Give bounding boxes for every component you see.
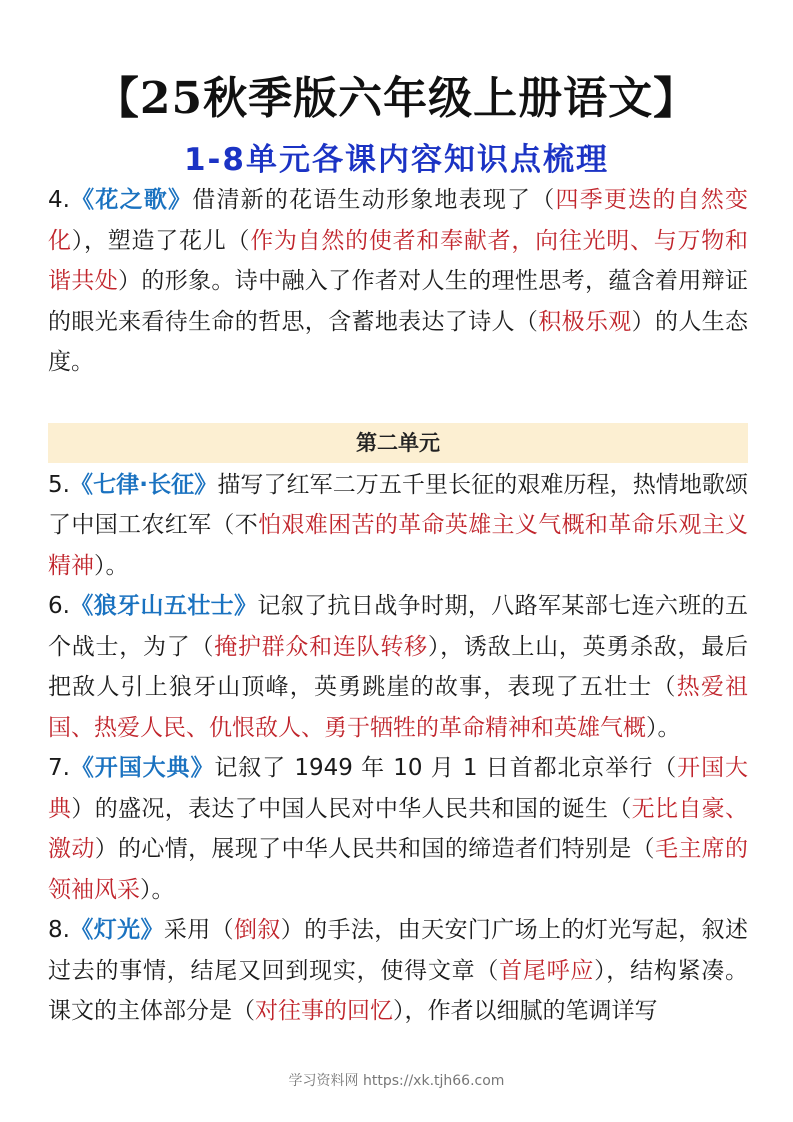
highlighted-answer: 热爱祖国、热爱人民、仇恨敌人、勇于牺牲的革命精神和英雄气概 xyxy=(48,674,749,741)
body-text: 借清新的花语生动形象地表现了（ xyxy=(192,187,556,213)
lesson-paragraph xyxy=(48,586,748,748)
body-text: ）。 xyxy=(646,714,681,741)
body-text: ），作者以细腻的笔调详写 xyxy=(393,998,658,1024)
lesson-title: 《开国大典》 xyxy=(69,755,215,781)
page-subtitle: 1-8单元各课内容知识点梳理 xyxy=(183,142,609,178)
body-text: ）的心情，展现了中华人民共和国的缔造者们特别是（ xyxy=(94,836,655,862)
body-text: ）的形象。诗中融入了作者对人生的理性思考，蕴含着用辩证的眼光来看待生命的哲思，含蓄地表达了诗人（ xyxy=(48,268,749,335)
body-text: 记叙了 1949 年 10 月 1 日首都北京举行（ xyxy=(214,755,678,781)
lesson-paragraph xyxy=(48,910,748,1032)
body-text: ）的盛况，表达了中国人民对中华人民共和国的诞生（ xyxy=(71,795,632,822)
highlighted-answer: 毛主席的领袖风采 xyxy=(48,836,749,903)
page-title: 【25秋季版六年级上册语文】 xyxy=(94,73,699,124)
highlighted-answer: 怕艰难困苦的革命英雄主义气概和革命乐观主义精神 xyxy=(48,512,749,579)
lesson-title: 《灯光》 xyxy=(69,917,164,943)
body-text: ）的手法，由天安门广场上的灯光写起，叙述过去的事情，结尾又回到现实，使得文章（ xyxy=(48,917,749,984)
body-text: 描写了红军二万五千里长征的艰难历程，热情地歌颂了中国工农红军（不 xyxy=(48,471,748,538)
item-number: 6. xyxy=(48,593,70,619)
lesson-title: 《花之歌》 xyxy=(69,187,193,213)
highlighted-answer: 作为自然的使者和奉献者，向往光明、与万物和谐共处 xyxy=(48,227,749,294)
lesson-title: 《狼牙山五壮士》 xyxy=(69,593,258,619)
item-number: 4. xyxy=(48,187,70,213)
highlighted-answer: 无比自豪、激动 xyxy=(48,795,749,862)
body-text: ）。 xyxy=(140,876,175,903)
highlighted-answer: 掩护群众和连队转移 xyxy=(214,633,428,660)
highlighted-answer: 四季更迭的自然变化 xyxy=(48,187,749,254)
lesson-paragraph xyxy=(48,180,748,383)
body-text: ），诱敌上山，英勇杀敌，最后把敌人引上狼牙山顶峰，英勇跳崖的故事，表现了五壮士（ xyxy=(48,633,749,700)
highlighted-answer: 倒叙 xyxy=(234,917,281,943)
item-number: 7. xyxy=(48,755,70,781)
section-header: 第二单元 xyxy=(48,423,748,463)
body-text: ）的人生态度。 xyxy=(48,308,749,375)
highlighted-answer: 对往事的回忆 xyxy=(255,998,393,1024)
lesson-paragraph xyxy=(48,748,748,910)
lesson-title: 《七律·长征》 xyxy=(69,471,218,498)
highlighted-answer: 首尾呼应 xyxy=(499,957,595,984)
footer-watermark: 学习资料网 https://xk.tjh66.com xyxy=(288,1073,505,1089)
lesson-paragraph xyxy=(48,465,748,587)
document-body xyxy=(48,180,748,1032)
body-text: 采用（ xyxy=(163,917,235,943)
body-text: ），塑造了花儿（ xyxy=(71,227,251,254)
highlighted-answer: 积极乐观 xyxy=(538,308,632,335)
item-number: 5. xyxy=(48,471,70,498)
body-text: ）。 xyxy=(94,552,129,579)
body-text: ），结构紧凑。课文的主体部分是（ xyxy=(48,957,749,1024)
item-number: 8. xyxy=(48,917,70,943)
highlighted-answer: 开国大典 xyxy=(48,755,748,822)
body-text: 记叙了抗日战争时期，八路军某部七连六班的五个战士，为了（ xyxy=(48,593,749,660)
